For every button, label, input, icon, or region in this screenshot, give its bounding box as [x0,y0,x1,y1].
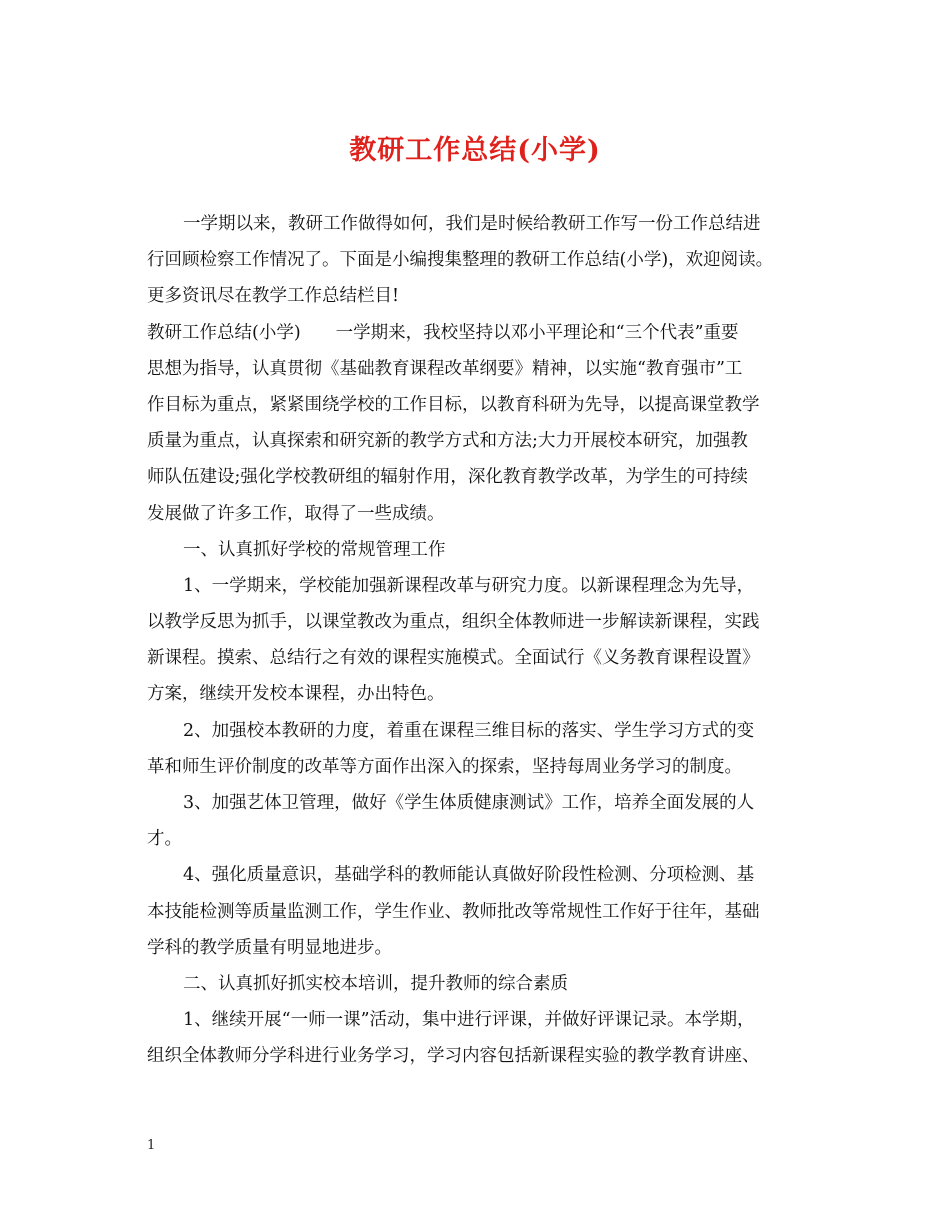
text-line: 质量为重点，认真探索和研究新的教学方式和方法;大力开展校本研究，加强教 [147,431,748,452]
text-line: 革和师生评价制度的改革等方面作出深入的探索，坚持每周业务学习的制度。 [147,756,742,777]
page-number: 1 [147,1138,156,1153]
text-line: 才。 [147,829,182,850]
text-line: 一、认真抓好学校的常规管理工作 [183,539,446,560]
text-line: 新课程。摸索、总结行之有效的课程实施模式。全面试行《义务教育课程设置》 [147,648,760,669]
text-line: 思想为指导，认真贯彻《基础教育课程改革纲要》精神，以实施“教育强市”工 [147,358,743,379]
text-line: 方案，继续开发校本课程，办出特色。 [147,684,445,705]
text-line: 师队伍建设;强化学校教研组的辐射作用，深化教育教学改革，为学生的可持续 [147,467,748,488]
text-line: 行回顾检察工作情况了。下面是小编搜集整理的教研工作总结(小学)，欢迎阅读。 [147,250,774,271]
text-line: 以教学反思为抓手，以课堂教改为重点，组织全体教师进一步解读新课程，实践 [147,612,760,633]
text-line: 1、一学期来，学校能加强新课程改革与研究力度。以新课程理念为先导， [183,575,755,596]
text-line: 2、加强校本教研的力度，着重在课程三维目标的落实、学生学习方式的变 [183,720,755,741]
text-line: 发展做了许多工作，取得了一些成绩。 [147,503,445,524]
document-body [147,206,815,1075]
text-line: 学科的教学质量有明显地进步。 [147,937,392,958]
text-line: 4、强化质量意识，基础学科的教师能认真做好阶段性检测、分项检测、基 [183,865,755,886]
text-line: 一学期以来，教研工作做得如何，我们是时候给教研工作写一份工作总结进 [183,214,761,234]
text-line: 二、认真抓好抓实校本培训，提升教师的综合素质 [183,973,568,994]
text-line: 本技能检测等质量监测工作，学生作业、教师批改等常规性工作好于往年，基础 [147,901,760,922]
document-title: 教研工作总结(小学) [349,135,601,166]
text-line: 教研工作总结(小学) 一学期来，我校坚持以邓小平理论和“三个代表”重要 [147,322,739,343]
text-line: 3、加强艺体卫管理，做好《学生体质健康测试》工作，培养全面发展的人 [183,793,755,813]
text-line: 更多资讯尽在教学工作总结栏目! [147,286,400,307]
text-line: 1、继续开展“一师一课”活动，集中进行评课，并做好评课记录。本学期， [183,1010,755,1031]
text-line: 组织全体教师分学科进行业务学习，学习内容包括新课程实验的教学教育讲座、 [147,1046,760,1067]
text-line: 作目标为重点，紧紧围绕学校的工作目标，以教育科研为先导，以提高课堂教学 [147,394,760,415]
